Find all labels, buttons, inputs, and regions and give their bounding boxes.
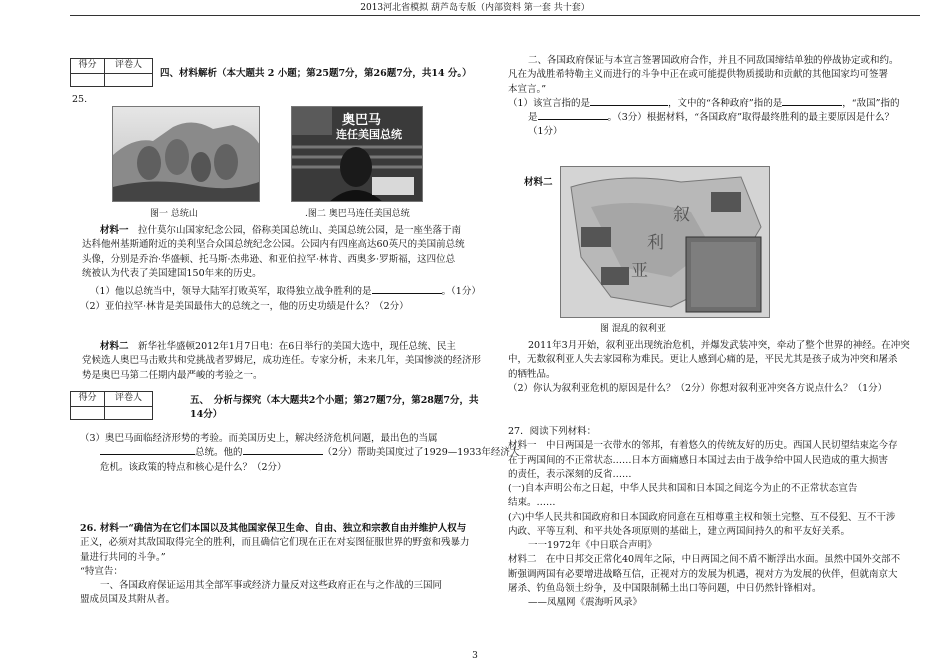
q26-material2-line: 的牺牲品。 [508,368,556,380]
material2-label: 材料二 [100,341,129,352]
obama-overlay-line1: 奥巴马 [342,113,382,128]
material1-line: 统被认为代表了美国建国150年来的历史。 [82,267,262,279]
q26-line: 正义，必须对其敌国取得完全的胜利，而且确信它们现在正在对妄图征服世界的野蛮和残暴力 [80,537,470,549]
q26-material2-line: 2011年3月开始，叙利亚出现统治危机，并爆发武装冲突，牵动了整个世界的神经。在冲突 [528,340,910,351]
q27-line: 在于两国间的不正常状态……日本方面痛感日本国过去由于战争给中国人民造成的重大损害 [508,454,889,466]
q26-sub1-text: （1）该宣言指的是 [508,97,591,109]
answer-blank[interactable] [100,454,195,455]
q26-text [80,522,490,608]
answer-blank[interactable] [782,105,842,106]
q26-line: 一、各国政府保证运用其全部军事或经济力量反对这些政府正在与之作战的三国同 [100,580,443,591]
q25-material2 [82,340,490,383]
material1-label: 材料一 [100,225,129,236]
q26-sub1-points: （1分） [528,126,563,138]
q26-text-cont [508,54,928,140]
reviewer-label: 评卷人 [105,59,153,74]
q26-sub1-text: 。（3分）根据材料，“各国政府”取得最终胜利的最主要原因是什么？ [607,112,895,123]
header-rule [70,15,920,16]
obama-image [291,106,423,202]
q26-line: 26. 材料一“确信为在它们本国以及其他国家保卫生命、自由、独立和宗教自由并维护人权与 [80,523,467,534]
map-label: 叙 [673,205,690,225]
q25-sub3-line: （2分）帮助美国度过了1929—1933年经济大 [322,447,520,459]
img2-caption: .图二 奥巴马连任美国总统 [305,209,410,219]
section5-title [190,394,479,423]
answer-blank[interactable] [590,105,668,106]
q26-material2-text [508,339,928,396]
img1-caption: 图一 总统山 [150,209,198,219]
q27-line: 的责任，表示深刻的反省…… [508,468,632,480]
score-label: 得分 [71,392,105,407]
q26-sub1-text: ，“敌国”指的 [842,97,900,109]
map-label: 利 [647,233,664,253]
q26-sub1-text: 是 [528,112,538,123]
q26-line: 量进行共同的斗争。” [80,551,166,563]
material1-line: 达科他州基斯通附近的美利坚合众国总统纪念公园。公园内有四座高达60英尺的美国前总统 [82,239,465,251]
q25-sub3 [80,432,520,475]
q25-sub3-line: 危机。该政策的特点和核心是什么？（2分） [100,461,287,473]
q27-line: (六)中华人民共和国政府和日本国政府同意在互相尊重主权和领土完整、互不侵犯、互不干涉 [508,511,896,523]
q27-title: 27．阅读下列材料： [508,426,597,437]
material2-line: 势是奥巴马第二任期内最严峻的考验之一。 [82,369,263,381]
obama-overlay-line2: 连任美国总统 [336,128,402,141]
q25-sub1-text: （1）他以总统当中，领导大陆军打败英军，取得独立战争胜利的是 [90,286,372,297]
map-caption: 图 混乱的叙利亚 [600,324,666,334]
q26-line: 本宣言。” [508,83,547,95]
q27-line: 结束。…… [508,497,556,509]
q27-line: 内政、平等互利、和平共处各项原则的基础上，建立两国间持久的和平友好关系。 [508,525,851,537]
q27-text [508,425,928,610]
q27-line: 断强调两国有必要增进战略互信，正视对方的发展为机遇，视对方为发展的伙伴，但就南京大 [508,568,898,580]
q26-line: “特宣告： [80,565,123,577]
section4-title: 四、材料解析（本大题共 2 小题；第25题7分，第26题7分，共14 分。） [160,68,472,79]
q26-material2-line: 中，无数叙利亚人失去家园称为难民。更让人感到心痛的是，平民尤其是孩子成为冲突和屠杀 [508,354,898,366]
q26-line: 二、各国政府保证与本宣言签署国政府合作，并且不同敌国缔结单独的停战协定或和约。 [528,55,899,66]
material2-line: 党候选人奥巴马击败共和党挑战者罗姆尼，成功连任。专家分析，未来几年，美国惨淡的经济形 [82,355,482,367]
score-box-4 [70,58,153,87]
mount-rushmore-image [112,106,260,202]
q25-sub3-line: 总统。他的 [195,447,243,459]
q25-sub3-line: （3）奥巴马面临经济形势的考验。而美国历史上，解决经济危机问题，最出色的当属 [80,433,438,444]
q26-material2-label: 材料二 [524,177,553,188]
section5-title-line1: 五、 分析与探究（本大题共2个小题；第27题7分，第28题7分，共 [190,395,479,406]
q25-sub2: （2）亚伯拉罕·林肯是美国最伟大的总统之一，他的历史功绩是什么？（2分） [80,301,409,312]
q25-material1 [82,224,490,281]
q27-line: 屠杀、钓鱼岛领土纷争，及中国限制稀土出口等问题，中日仍然针锋相对。 [508,582,822,594]
material2-line: 新华社华盛顿2012年1月7日电：在6日举行的美国大选中，现任总统、民主 [138,341,456,352]
answer-blank[interactable] [372,293,442,294]
score-box-5 [70,391,153,420]
reviewer-label: 评卷人 [105,392,153,407]
q27-line: ——凤凰网《震海听风录》 [528,597,643,608]
map-label: 亚 [631,261,648,281]
q27-line: 材料二 在中日邦交正常化40周年之际，中日两国之间不盾不断浮出水面。虽然中国外交部不 [508,554,901,566]
answer-blank[interactable] [538,119,608,120]
q27-line: 材料一 中日两国是一衣带水的邻邦，有着悠久的传统友好的历史。西国人民切望结束迄今存 [508,440,898,452]
q26-line: 凡在为战胜希特勒主义而进行的斗争中正在或可能提供物质援助和贡献的其他国家均可签署 [508,69,889,81]
q27-line: 一一1972年《中日联合声明》 [528,540,657,551]
q26-sub2: （2）你认为叙利亚危机的原因是什么？（2分）你想对叙利亚冲突各方说点什么？（1分） [508,382,888,394]
score-label: 得分 [71,59,105,74]
syria-map-image [560,166,770,318]
material1-line: 头像，分别是乔治·华盛顿、托马斯·杰弗逊、和亚伯拉罕·林肯、西奥多·罗斯福，这四位总 [82,253,456,265]
answer-blank[interactable] [243,454,323,455]
q27-line: (一)自本声明公布之日起，中华人民共和国和日本国之间迄今为止的不正常状态宣告 [508,483,858,494]
q25-number: 25. [72,94,88,105]
material1-line: 拉什莫尔山国家纪念公园，俗称美国总统山、美国总统公园，是一座坐落于南 [138,225,462,236]
q26-sub1-text: ，文中的“各种政府”指的是 [668,97,783,109]
page-number: 3 [472,651,478,661]
q26-line: 盟成员国及其附从者。 [80,594,176,606]
q25-sub1 [90,285,481,299]
page-header: 2013河北省模拟 葫芦岛专版（内部资料 第一套 共十套） [360,3,590,13]
q25-sub1-points: 。（1分） [441,286,481,297]
section5-title-line2: 14分） [190,409,223,421]
